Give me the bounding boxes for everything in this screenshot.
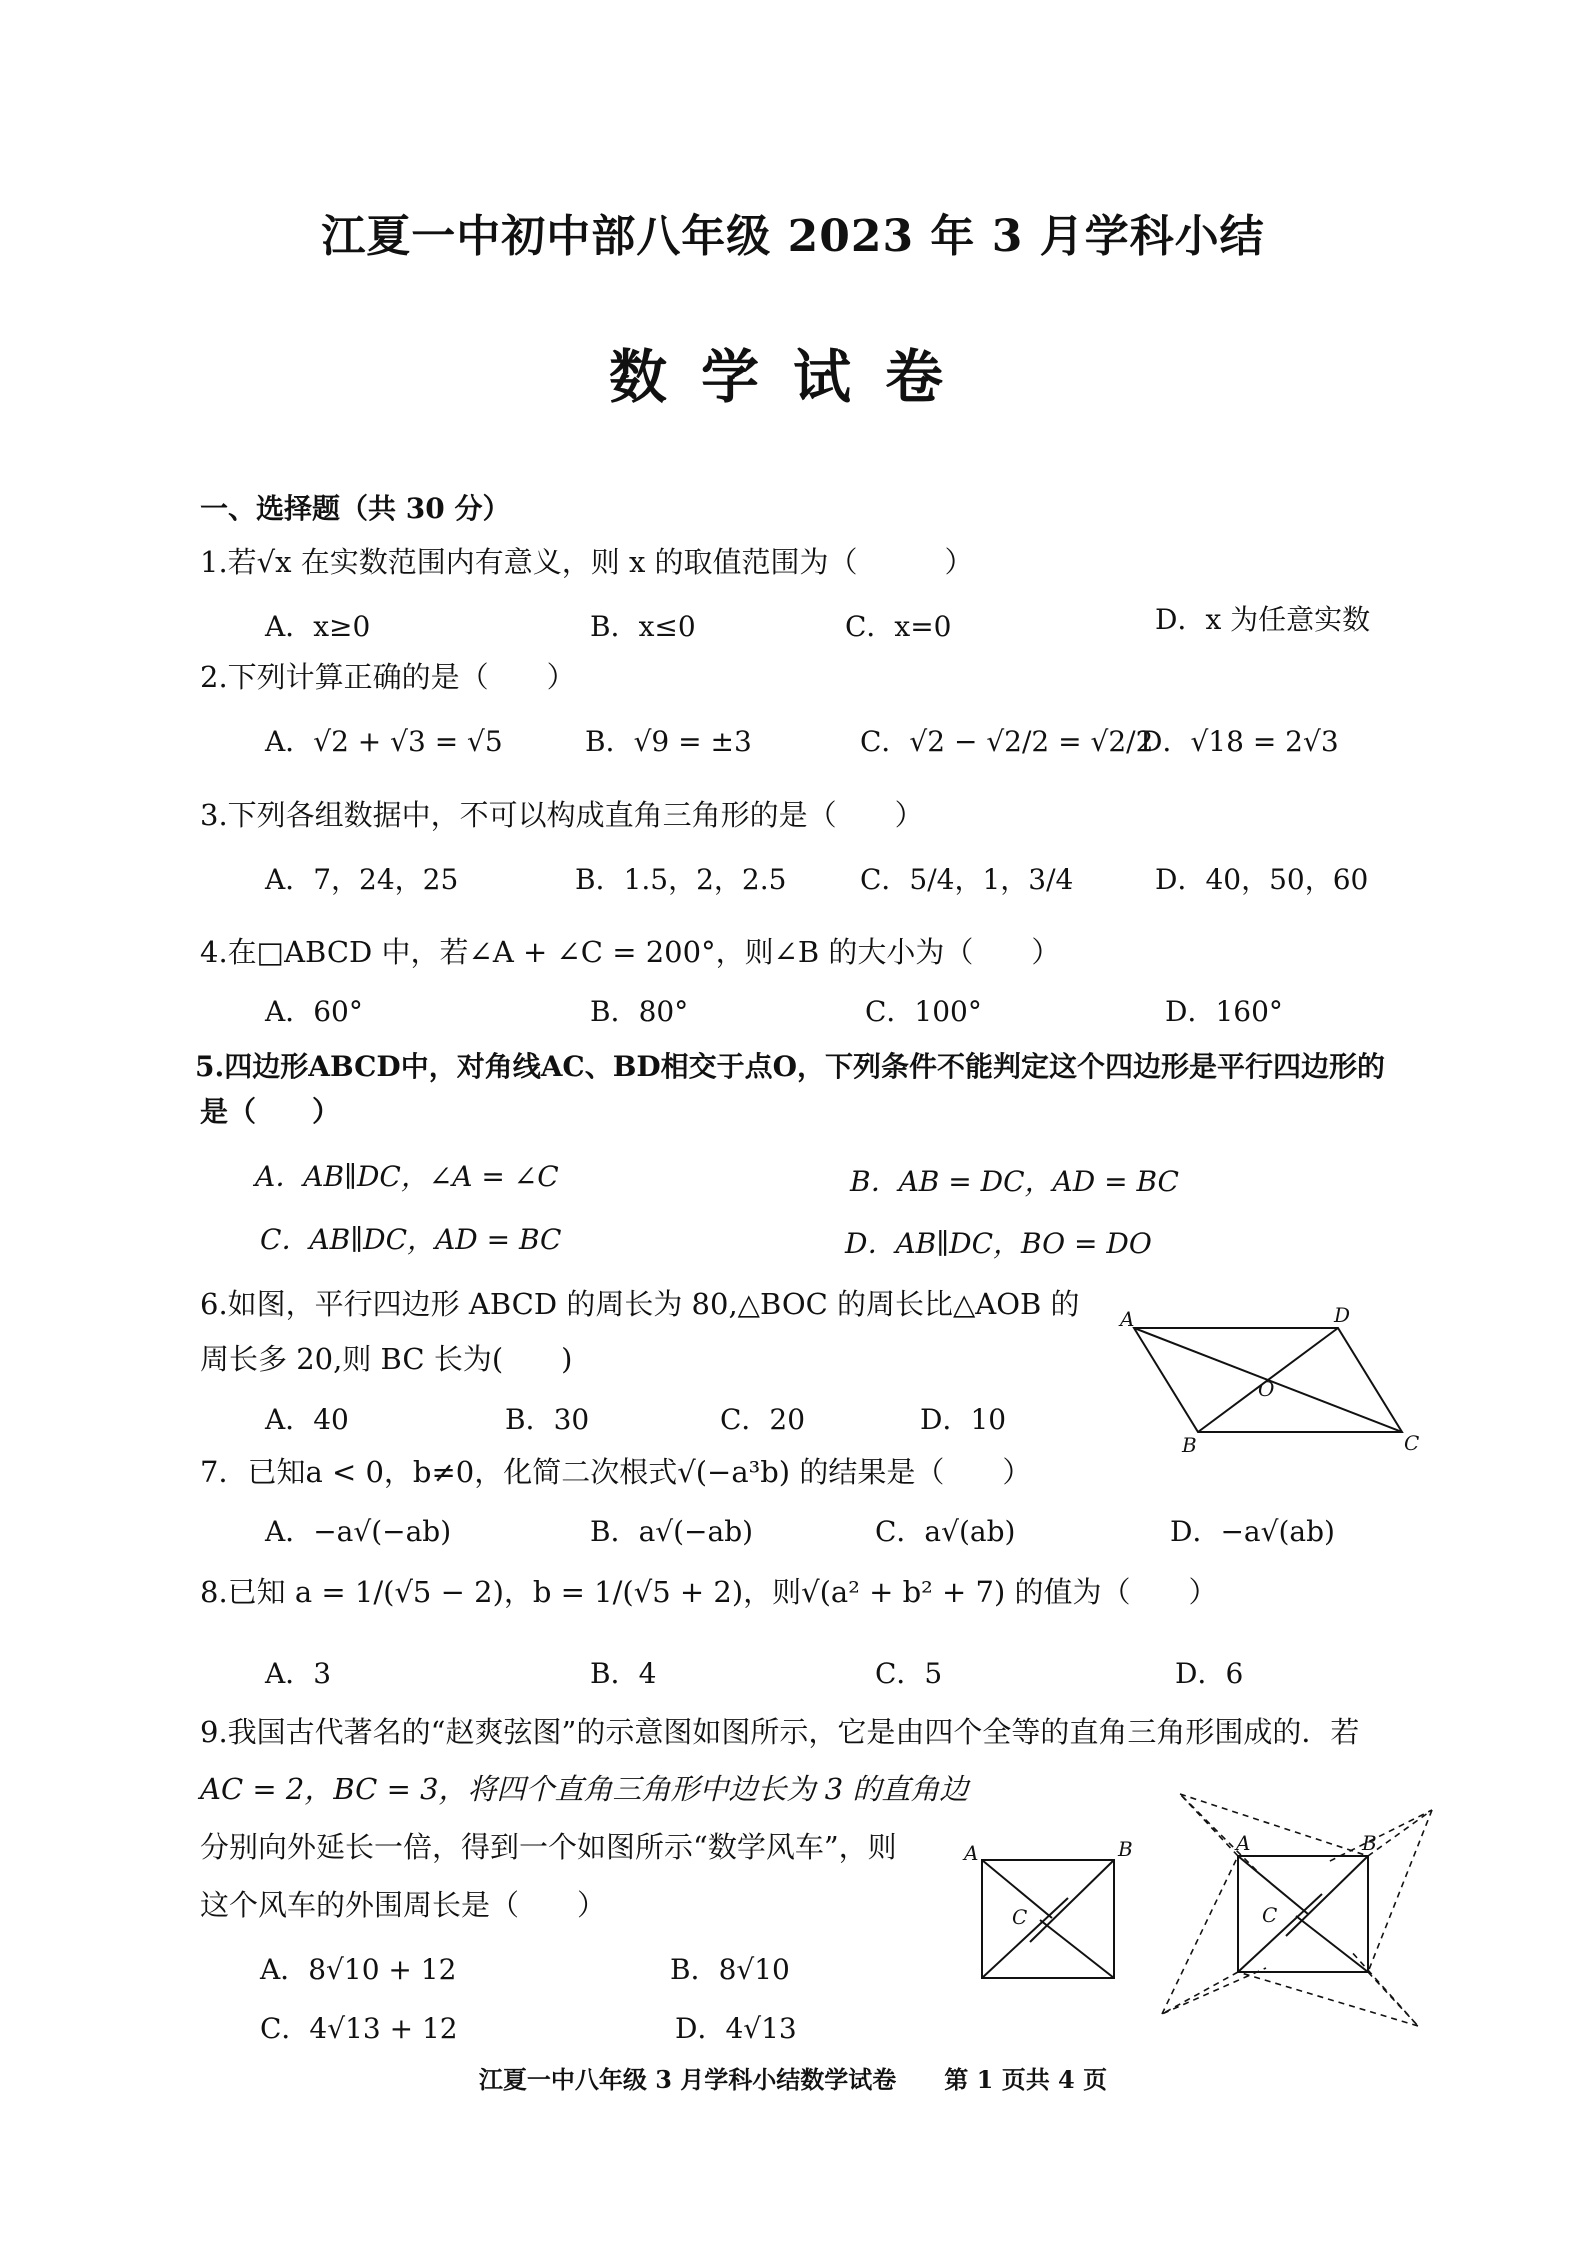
question-5-option-c: C．AB∥DC，AD = BC (260, 1223, 562, 1256)
question-9-option-d: D．4√13 (675, 2012, 797, 2045)
page-footer: 江夏一中八年级 3 月学科小结数学试卷 第 1 页共 4 页 (478, 2065, 1108, 2094)
question-5-option-a: A．AB∥DC，∠A = ∠C (255, 1160, 559, 1193)
question-9-option-c: C．4√13 + 12 (260, 2012, 458, 2045)
question-5-option-b: B．AB = DC，AD = BC (850, 1165, 1179, 1198)
question-8-option-b: B．4 (590, 1657, 657, 1690)
question-7-option-c: C．a√(ab) (875, 1515, 1016, 1548)
question-3-option-b: B．1.5，2，2.5 (575, 863, 787, 896)
exam-subtitle: 数学试卷 (608, 343, 977, 411)
vertex-label-o: O (1258, 1377, 1275, 1401)
question-3-option-a: A．7，24，25 (265, 863, 459, 896)
question-3-stem: 3.下列各组数据中，不可以构成直角三角形的是（ ） (200, 798, 924, 832)
square-label-c: C (1012, 1905, 1028, 1929)
vertex-label-d: D (1334, 1303, 1351, 1327)
question-2-stem: 2.下列计算正确的是（ ） (200, 660, 576, 694)
question-6-option-d: D．10 (920, 1403, 1007, 1436)
vertex-label-c: C (1404, 1431, 1420, 1455)
question-7-option-d: D．−a√(ab) (1170, 1515, 1335, 1548)
question-5-stem-cont: 是（ ） (200, 1095, 341, 1128)
question-7-option-b: B．a√(−ab) (590, 1515, 754, 1548)
question-3-option-d: D．40，50，60 (1155, 863, 1369, 896)
zhao-shuang-square-figure (960, 1837, 1135, 1990)
question-7-stem: 7．已知a < 0，b≠0，化简二次根式√(−a³b) 的结果是（ ） (200, 1455, 1032, 1489)
math-windmill-figure (1150, 1790, 1440, 2040)
question-2-option-b: B．√9 = ±3 (585, 725, 752, 758)
question-9-stem-line2: AC = 2，BC = 3，将四个直角三角形中边长为 3 的直角边 (200, 1772, 969, 1806)
question-1-stem: 1.若√x 在实数范围内有意义，则 x 的取值范围为（ ） (200, 545, 974, 579)
question-3-option-c: C．5/4，1，3/4 (860, 863, 1074, 896)
question-1-option-b: B．x≤0 (590, 610, 696, 643)
question-4-option-c: C．100° (865, 995, 982, 1028)
question-2-option-d: D．√18 = 2√3 (1140, 725, 1339, 758)
question-2-option-c: C．√2 − √2/2 = √2/2 (860, 725, 1154, 758)
question-6-option-b: B．30 (505, 1403, 590, 1436)
question-4-option-a: A．60° (265, 995, 363, 1028)
question-6-stem-cont: 周长多 20,则 BC 长为( ) (200, 1342, 573, 1376)
exam-title: 江夏一中初中部八年级 2023 年 3 月学科小结 (321, 211, 1265, 262)
vertex-label-a: A (1120, 1307, 1135, 1331)
question-9-option-a: A．8√10 + 12 (260, 1953, 457, 1986)
question-9-option-b: B．8√10 (670, 1953, 790, 1986)
question-8-option-a: A．3 (265, 1657, 332, 1690)
question-7-option-a: A．−a√(−ab) (265, 1515, 452, 1548)
question-8-option-c: C．5 (875, 1657, 943, 1690)
question-4-option-b: B．80° (590, 995, 689, 1028)
question-1-option-a: A．x≥0 (265, 610, 371, 643)
question-5-option-d: D．AB∥DC，BO = DO (845, 1227, 1152, 1260)
question-4-stem: 4.在□ABCD 中，若∠A + ∠C = 200°，则∠B 的大小为（ ） (200, 935, 1061, 969)
question-1-option-c: C．x=0 (845, 610, 952, 643)
question-1-option-d: D．x 为任意实数 (1155, 603, 1371, 636)
windmill-label-c: C (1262, 1903, 1278, 1927)
question-9-stem: 9.我国古代著名的“赵爽弦图”的示意图如图所示，它是由四个全等的直角三角形围成的．若 (200, 1715, 1360, 1749)
question-5-stem: 5.四边形ABCD中，对角线AC、BD相交于点O，下列条件不能判定这个四边形是平行四边形的 (195, 1050, 1386, 1083)
question-6-option-c: C．20 (720, 1403, 806, 1436)
question-6-stem: 6.如图，平行四边形 ABCD 的周长为 80,△BOC 的周长比△AOB 的 (200, 1287, 1080, 1321)
question-9-stem-line4: 这个风车的外围周长是（ ） (200, 1888, 607, 1922)
question-8-stem: 8.已知 a = 1/(√5 − 2)，b = 1/(√5 + 2)，则√(a² + b² + 7) 的值为（ ） (200, 1575, 1218, 1609)
question-2-option-a: A．√2 + √3 = √5 (265, 725, 503, 758)
question-8-option-d: D．6 (1175, 1657, 1244, 1690)
vertex-label-b: B (1182, 1433, 1197, 1457)
section-heading: 一、选择题（共 30 分） (200, 492, 511, 525)
windmill-label-b: B (1362, 1831, 1377, 1855)
square-label-b: B (1118, 1837, 1133, 1861)
square-label-a: A (964, 1841, 979, 1865)
parallelogram-figure (1120, 1300, 1440, 1457)
question-4-option-d: D．160° (1165, 995, 1283, 1028)
windmill-label-a: A (1236, 1831, 1251, 1855)
question-9-stem-line3: 分别向外延长一倍，得到一个如图所示“数学风车”，则 (200, 1830, 897, 1864)
question-6-option-a: A．40 (265, 1403, 349, 1436)
